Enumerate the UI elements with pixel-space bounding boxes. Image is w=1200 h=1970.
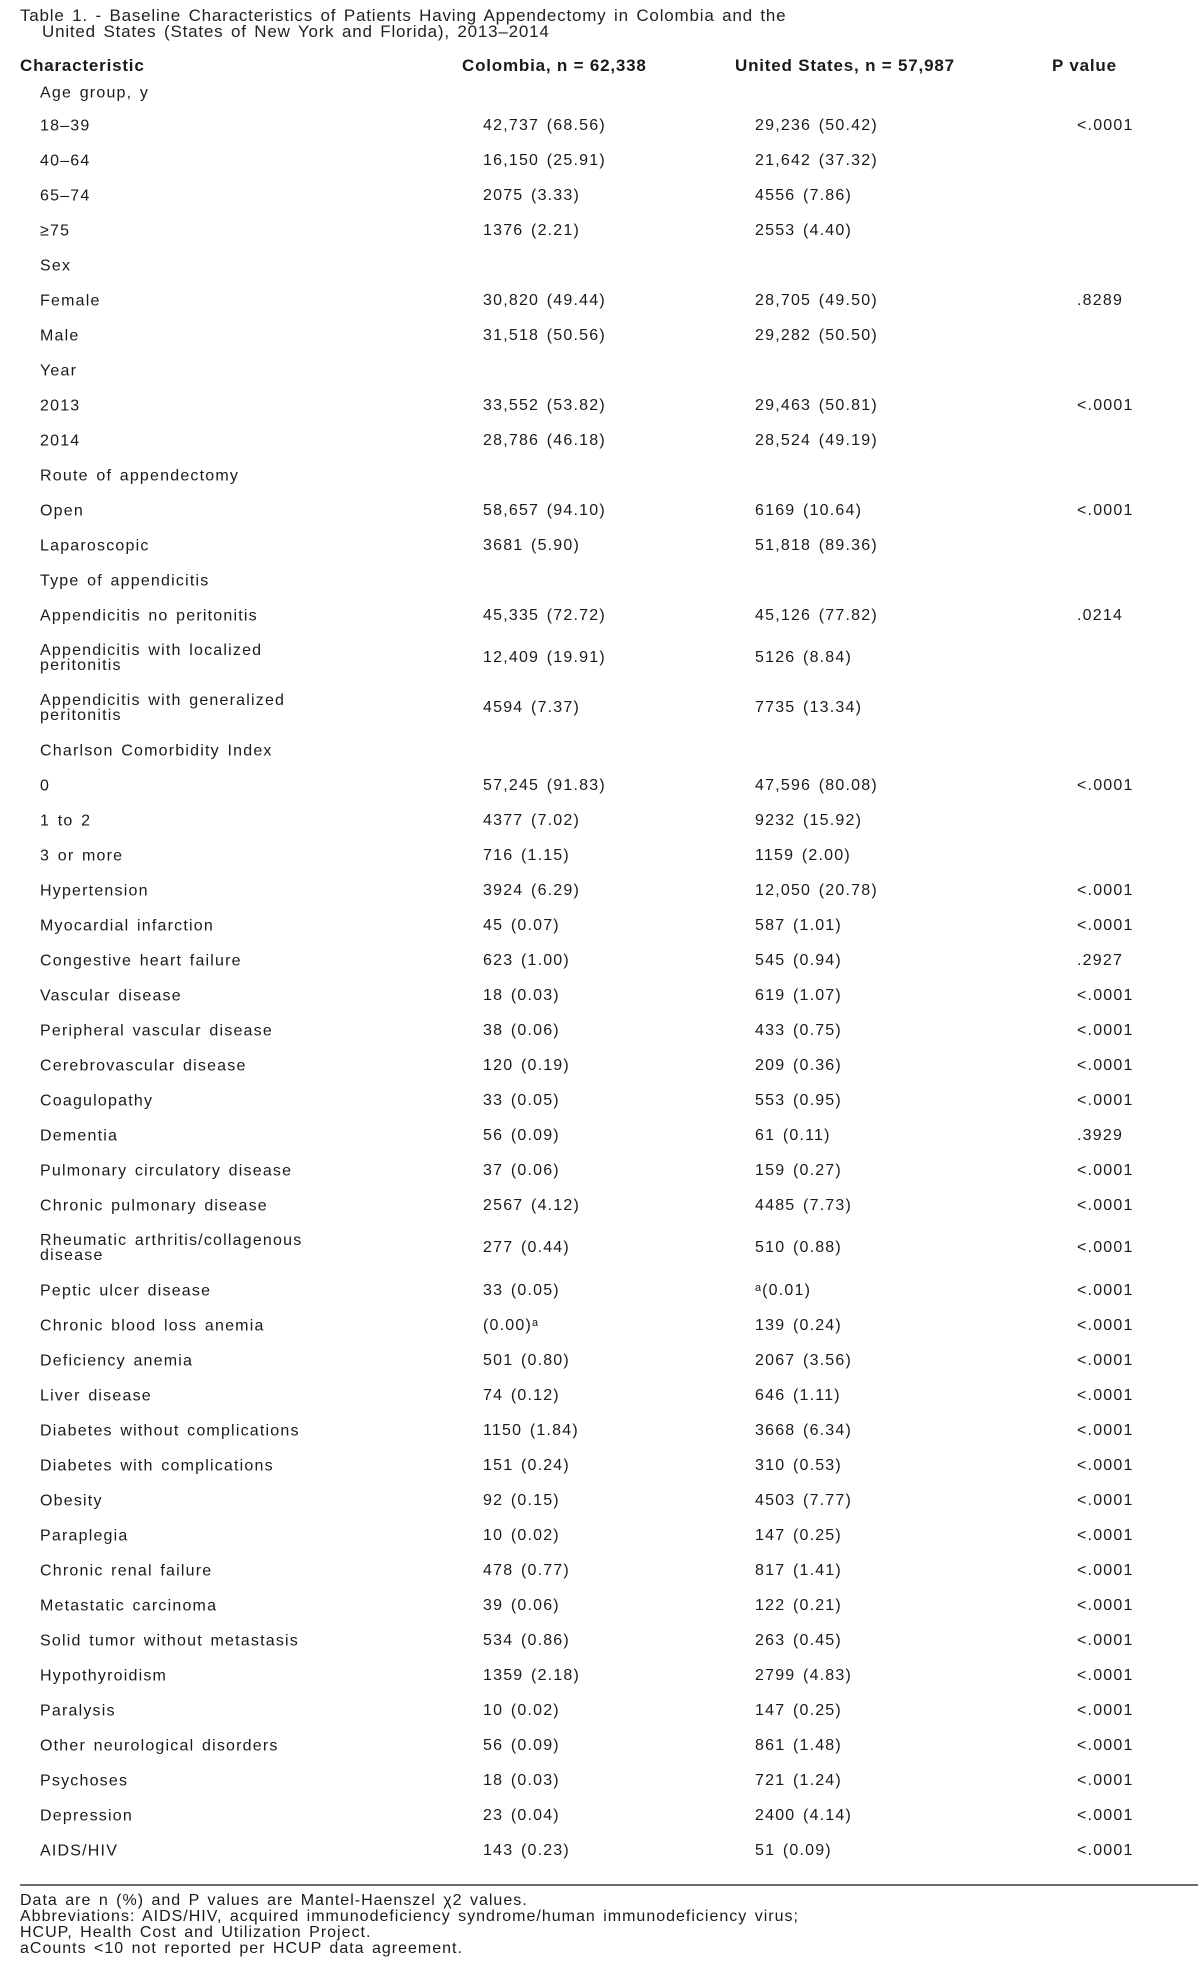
- row-us-value: 433 (0.75): [755, 1021, 842, 1039]
- row-characteristic: Congestive heart failure: [40, 952, 242, 969]
- row-p-value: <.0001: [1077, 1196, 1134, 1214]
- row-colombia-value: 1359 (2.18): [483, 1666, 581, 1684]
- row-colombia-value: 10 (0.02): [483, 1526, 560, 1544]
- table-row: [0, 528, 1200, 563]
- row-us-value: 3668 (6.34): [755, 1421, 853, 1439]
- row-us-value: 147 (0.25): [755, 1526, 842, 1544]
- footnote-line-3: HCUP, Health Cost and Utilization Project.: [20, 1924, 372, 1941]
- row-us-value: 553 (0.95): [755, 1091, 842, 1109]
- row-characteristic-line-1: Appendicitis with generalized: [40, 692, 286, 709]
- table-row: [0, 283, 1200, 318]
- row-colombia-value: 57,245 (91.83): [483, 776, 606, 794]
- table-row: [0, 1553, 1200, 1588]
- row-colombia-value: 56 (0.09): [483, 1736, 560, 1754]
- table-caption: [20, 8, 1180, 40]
- row-characteristic: [40, 1233, 302, 1263]
- row-us-value: 721 (1.24): [755, 1771, 842, 1789]
- row-colombia-value: (0.00)ᵃ: [483, 1316, 540, 1334]
- row-p-value: <.0001: [1077, 1351, 1134, 1369]
- row-us-value: 2799 (4.83): [755, 1666, 853, 1684]
- row-characteristic-line-1: Rheumatic arthritis/collagenous: [40, 1232, 303, 1249]
- row-colombia-value: 716 (1.15): [483, 846, 570, 864]
- table-row: [0, 1728, 1200, 1763]
- row-characteristic: Solid tumor without metastasis: [40, 1632, 299, 1649]
- table-row: [0, 1623, 1200, 1658]
- row-us-value: 587 (1.01): [755, 916, 842, 934]
- row-p-value: <.0001: [1077, 1491, 1134, 1509]
- row-colombia-value: 4377 (7.02): [483, 811, 581, 829]
- row-characteristic: Chronic blood loss anemia: [40, 1317, 265, 1334]
- row-characteristic: Coagulopathy: [40, 1092, 154, 1109]
- row-colombia-value: 3924 (6.29): [483, 881, 581, 899]
- row-colombia-value: 151 (0.24): [483, 1456, 570, 1474]
- row-characteristic: Pulmonary circulatory disease: [40, 1162, 293, 1179]
- table-row: [0, 78, 1200, 108]
- row-characteristic: Route of appendectomy: [40, 467, 240, 484]
- table-row: [0, 143, 1200, 178]
- row-colombia-value: 37 (0.06): [483, 1161, 560, 1179]
- row-characteristic: Type of appendicitis: [40, 572, 210, 589]
- row-colombia-value: 2567 (4.12): [483, 1196, 581, 1214]
- row-characteristic-line-2: peritonitis: [40, 657, 122, 674]
- table-row: [0, 598, 1200, 633]
- table-row: [0, 1308, 1200, 1343]
- row-colombia-value: 42,737 (68.56): [483, 116, 606, 134]
- table-row: [0, 1188, 1200, 1223]
- row-colombia-value: 30,820 (49.44): [483, 291, 606, 309]
- row-us-value: 2067 (3.56): [755, 1351, 853, 1369]
- row-us-value: 28,524 (49.19): [755, 431, 878, 449]
- row-characteristic: 65–74: [40, 187, 91, 204]
- row-p-value: <.0001: [1077, 1056, 1134, 1074]
- row-characteristic: 2014: [40, 432, 81, 449]
- row-colombia-value: 623 (1.00): [483, 951, 570, 969]
- row-colombia-value: 56 (0.09): [483, 1126, 560, 1144]
- row-characteristic: Diabetes without complications: [40, 1422, 300, 1439]
- row-us-value: 61 (0.11): [755, 1126, 831, 1144]
- table-row: [0, 768, 1200, 803]
- row-us-value: 4556 (7.86): [755, 186, 853, 204]
- table-row: [0, 248, 1200, 283]
- table-row: [0, 838, 1200, 873]
- caption-line-2: United States (States of New York and Florida), 2013–2014: [42, 22, 550, 41]
- row-characteristic: Myocardial infarction: [40, 917, 214, 934]
- row-us-value: 29,463 (50.81): [755, 396, 878, 414]
- row-us-value: 817 (1.41): [755, 1561, 842, 1579]
- row-p-value: .8289: [1077, 291, 1124, 309]
- row-colombia-value: 33 (0.05): [483, 1091, 560, 1109]
- row-colombia-value: 23 (0.04): [483, 1806, 560, 1824]
- row-characteristic: [40, 643, 262, 673]
- row-colombia-value: 4594 (7.37): [483, 699, 581, 716]
- row-us-value: 29,236 (50.42): [755, 116, 878, 134]
- row-characteristic: Deficiency anemia: [40, 1352, 194, 1369]
- row-characteristic: Charlson Comorbidity Index: [40, 742, 273, 759]
- row-p-value: <.0001: [1077, 881, 1134, 899]
- row-p-value: <.0001: [1077, 986, 1134, 1004]
- table-row: [0, 213, 1200, 248]
- row-us-value: 147 (0.25): [755, 1701, 842, 1719]
- table-row: [0, 733, 1200, 768]
- row-us-value: 646 (1.11): [755, 1386, 841, 1404]
- row-colombia-value: 18 (0.03): [483, 1771, 560, 1789]
- row-characteristic: Psychoses: [40, 1772, 129, 1789]
- row-p-value: <.0001: [1077, 1561, 1134, 1579]
- row-us-value: 619 (1.07): [755, 986, 842, 1004]
- row-characteristic: Peptic ulcer disease: [40, 1282, 212, 1299]
- table-row: [0, 1693, 1200, 1728]
- row-p-value: <.0001: [1077, 116, 1134, 134]
- row-us-value: 159 (0.27): [755, 1161, 842, 1179]
- table-row: [0, 493, 1200, 528]
- table-row: [0, 108, 1200, 143]
- row-colombia-value: 143 (0.23): [483, 1841, 570, 1859]
- row-colombia-value: 18 (0.03): [483, 986, 560, 1004]
- row-us-value: 2400 (4.14): [755, 1806, 853, 1824]
- row-characteristic: 2013: [40, 397, 81, 414]
- row-p-value: <.0001: [1077, 1771, 1134, 1789]
- row-characteristic: 3 or more: [40, 847, 124, 864]
- row-colombia-value: 1376 (2.21): [483, 221, 581, 239]
- row-us-value: 1159 (2.00): [755, 846, 851, 864]
- row-us-value: 7735 (13.34): [755, 699, 863, 716]
- table-row: [0, 1588, 1200, 1623]
- footnote-line-1: Data are n (%) and P values are Mantel-Haenszel χ2 values.: [20, 1892, 528, 1909]
- row-us-value: 4503 (7.77): [755, 1491, 853, 1509]
- table-row: [0, 1343, 1200, 1378]
- row-characteristic: 18–39: [40, 117, 91, 134]
- row-us-value: 861 (1.48): [755, 1736, 842, 1754]
- row-characteristic: Male: [40, 327, 80, 344]
- table-row: [0, 178, 1200, 213]
- footer-divider: [20, 1884, 1198, 1886]
- row-p-value: <.0001: [1077, 1456, 1134, 1474]
- row-characteristic: Obesity: [40, 1492, 103, 1509]
- row-p-value: <.0001: [1077, 1021, 1134, 1039]
- table-row: [0, 1223, 1200, 1273]
- row-characteristic: Open: [40, 502, 84, 519]
- table-row: [0, 1118, 1200, 1153]
- row-p-value: <.0001: [1077, 1701, 1134, 1719]
- row-us-value: 9232 (15.92): [755, 811, 863, 829]
- row-colombia-value: 33,552 (53.82): [483, 396, 606, 414]
- row-us-value: 5126 (8.84): [755, 649, 853, 666]
- row-characteristic: Paralysis: [40, 1702, 116, 1719]
- row-p-value: <.0001: [1077, 776, 1134, 794]
- table-row: [0, 1763, 1200, 1798]
- row-characteristic: Chronic pulmonary disease: [40, 1197, 268, 1214]
- row-us-value: 545 (0.94): [755, 951, 842, 969]
- table-footnotes: [20, 1893, 1190, 1957]
- row-colombia-value: 33 (0.05): [483, 1281, 560, 1299]
- row-characteristic: Metastatic carcinoma: [40, 1597, 218, 1614]
- row-colombia-value: 3681 (5.90): [483, 536, 581, 554]
- row-characteristic: Other neurological disorders: [40, 1737, 279, 1754]
- table-row: [0, 908, 1200, 943]
- row-p-value: <.0001: [1077, 1091, 1134, 1109]
- row-characteristic: Laparoscopic: [40, 537, 150, 554]
- row-characteristic: Diabetes with complications: [40, 1457, 274, 1474]
- table-row: [0, 978, 1200, 1013]
- row-colombia-value: 16,150 (25.91): [483, 151, 606, 169]
- row-colombia-value: 534 (0.86): [483, 1631, 570, 1649]
- row-characteristic: Peripheral vascular disease: [40, 1022, 273, 1039]
- footnote-line-2: Abbreviations: AIDS/HIV, acquired immunodeficiency syndrome/human immunodeficiency virus;: [20, 1908, 799, 1925]
- row-characteristic: Year: [40, 362, 78, 379]
- row-characteristic: AIDS/HIV: [40, 1842, 119, 1859]
- table-row: [0, 1448, 1200, 1483]
- footnote-line-4: aCounts <10 not reported per HCUP data agreement.: [20, 1940, 463, 1957]
- row-colombia-value: 12,409 (19.91): [483, 649, 606, 666]
- row-colombia-value: 10 (0.02): [483, 1701, 560, 1719]
- row-characteristic-line-2: disease: [40, 1247, 104, 1264]
- row-characteristic: 1 to 2: [40, 812, 92, 829]
- row-colombia-value: 58,657 (94.10): [483, 501, 606, 519]
- row-colombia-value: 38 (0.06): [483, 1021, 560, 1039]
- row-us-value: 209 (0.36): [755, 1056, 842, 1074]
- row-us-value: 310 (0.53): [755, 1456, 842, 1474]
- row-p-value: <.0001: [1077, 1806, 1134, 1824]
- table-row: [0, 1273, 1200, 1308]
- row-colombia-value: 45 (0.07): [483, 916, 560, 934]
- row-characteristic: Paraplegia: [40, 1527, 129, 1544]
- table-row: [0, 1153, 1200, 1188]
- caption-line-1: Table 1. - Baseline Characteristics of Patients Having Appendectomy in Colombia and the: [20, 6, 787, 25]
- row-p-value: .3929: [1077, 1126, 1124, 1144]
- row-p-value: <.0001: [1077, 1386, 1134, 1404]
- table-body: [0, 78, 1200, 1868]
- row-us-value: 29,282 (50.50): [755, 326, 878, 344]
- header-united-states: United States, n = 57,987: [735, 56, 955, 75]
- row-us-value: 6169 (10.64): [755, 501, 863, 519]
- row-p-value: <.0001: [1077, 1421, 1134, 1439]
- row-characteristic: Sex: [40, 257, 72, 274]
- row-characteristic: 0: [40, 777, 51, 794]
- row-p-value: <.0001: [1077, 1736, 1134, 1754]
- table-row: [0, 1378, 1200, 1413]
- table-row: [0, 803, 1200, 838]
- table-row: [0, 683, 1200, 733]
- row-us-value: 139 (0.24): [755, 1316, 842, 1334]
- row-us-value: 21,642 (37.32): [755, 151, 878, 169]
- row-characteristic: ≥75: [40, 222, 71, 239]
- table-row: [0, 458, 1200, 493]
- row-colombia-value: 28,786 (46.18): [483, 431, 606, 449]
- row-colombia-value: 277 (0.44): [483, 1239, 570, 1256]
- row-characteristic-line-1: Appendicitis with localized: [40, 642, 263, 659]
- row-characteristic: Chronic renal failure: [40, 1562, 213, 1579]
- row-colombia-value: 2075 (3.33): [483, 186, 581, 204]
- row-characteristic: Hypothyroidism: [40, 1667, 168, 1684]
- table-row: [0, 1518, 1200, 1553]
- row-characteristic: Female: [40, 292, 101, 309]
- row-p-value: <.0001: [1077, 501, 1134, 519]
- table-row: [0, 1798, 1200, 1833]
- table-row: [0, 1013, 1200, 1048]
- row-us-value: 12,050 (20.78): [755, 881, 878, 899]
- row-colombia-value: 478 (0.77): [483, 1561, 570, 1579]
- table-row: [0, 943, 1200, 978]
- table-row: [0, 423, 1200, 458]
- row-p-value: <.0001: [1077, 1841, 1134, 1859]
- row-characteristic: Vascular disease: [40, 987, 182, 1004]
- row-us-value: 510 (0.88): [755, 1239, 842, 1256]
- row-us-value: 47,596 (80.08): [755, 776, 878, 794]
- row-characteristic: Age group, y: [40, 84, 150, 102]
- row-characteristic: 40–64: [40, 152, 91, 169]
- row-colombia-value: 501 (0.80): [483, 1351, 570, 1369]
- table-row: [0, 1658, 1200, 1693]
- row-p-value: .0214: [1077, 606, 1124, 624]
- row-characteristic: Appendicitis no peritonitis: [40, 607, 258, 624]
- row-us-value: 263 (0.45): [755, 1631, 842, 1649]
- row-p-value: <.0001: [1077, 1666, 1134, 1684]
- row-us-value: 2553 (4.40): [755, 221, 853, 239]
- table-row: [0, 353, 1200, 388]
- row-characteristic: Hypertension: [40, 882, 149, 899]
- row-us-value: 122 (0.21): [755, 1596, 842, 1614]
- table-row: [0, 318, 1200, 353]
- row-characteristic: [40, 693, 285, 723]
- row-colombia-value: 31,518 (50.56): [483, 326, 606, 344]
- row-us-value: 28,705 (49.50): [755, 291, 878, 309]
- row-characteristic: Depression: [40, 1807, 133, 1824]
- table-row: [0, 1048, 1200, 1083]
- row-characteristic: Cerebrovascular disease: [40, 1057, 247, 1074]
- row-us-value: ᵃ(0.01): [755, 1281, 812, 1299]
- table-row: [0, 1413, 1200, 1448]
- row-p-value: <.0001: [1077, 396, 1134, 414]
- table-row: [0, 633, 1200, 683]
- row-p-value: <.0001: [1077, 1631, 1134, 1649]
- row-colombia-value: 92 (0.15): [483, 1491, 560, 1509]
- table-row: [0, 1833, 1200, 1868]
- row-characteristic-line-2: peritonitis: [40, 707, 122, 724]
- row-us-value: 4485 (7.73): [755, 1196, 853, 1214]
- row-characteristic: Liver disease: [40, 1387, 152, 1404]
- table-row: [0, 873, 1200, 908]
- row-characteristic: Dementia: [40, 1127, 119, 1144]
- row-p-value: <.0001: [1077, 1161, 1134, 1179]
- row-colombia-value: 120 (0.19): [483, 1056, 570, 1074]
- row-p-value: <.0001: [1077, 1239, 1134, 1256]
- row-p-value: <.0001: [1077, 1596, 1134, 1614]
- table-header-row: [0, 56, 1200, 78]
- row-p-value: <.0001: [1077, 1526, 1134, 1544]
- header-colombia: Colombia, n = 62,338: [462, 56, 647, 75]
- table-row: [0, 388, 1200, 423]
- row-p-value: .2927: [1077, 951, 1124, 969]
- row-p-value: <.0001: [1077, 1316, 1134, 1334]
- header-characteristic: Characteristic: [20, 56, 145, 75]
- row-colombia-value: 39 (0.06): [483, 1596, 560, 1614]
- row-p-value: <.0001: [1077, 1281, 1134, 1299]
- header-p-value: P value: [1052, 56, 1117, 75]
- table-row: [0, 1483, 1200, 1518]
- table-row: [0, 563, 1200, 598]
- table-row: [0, 1083, 1200, 1118]
- row-colombia-value: 1150 (1.84): [483, 1421, 579, 1439]
- row-us-value: 45,126 (77.82): [755, 606, 878, 624]
- row-us-value: 51 (0.09): [755, 1841, 832, 1859]
- row-colombia-value: 45,335 (72.72): [483, 606, 606, 624]
- row-p-value: <.0001: [1077, 916, 1134, 934]
- row-colombia-value: 74 (0.12): [483, 1386, 560, 1404]
- row-us-value: 51,818 (89.36): [755, 536, 878, 554]
